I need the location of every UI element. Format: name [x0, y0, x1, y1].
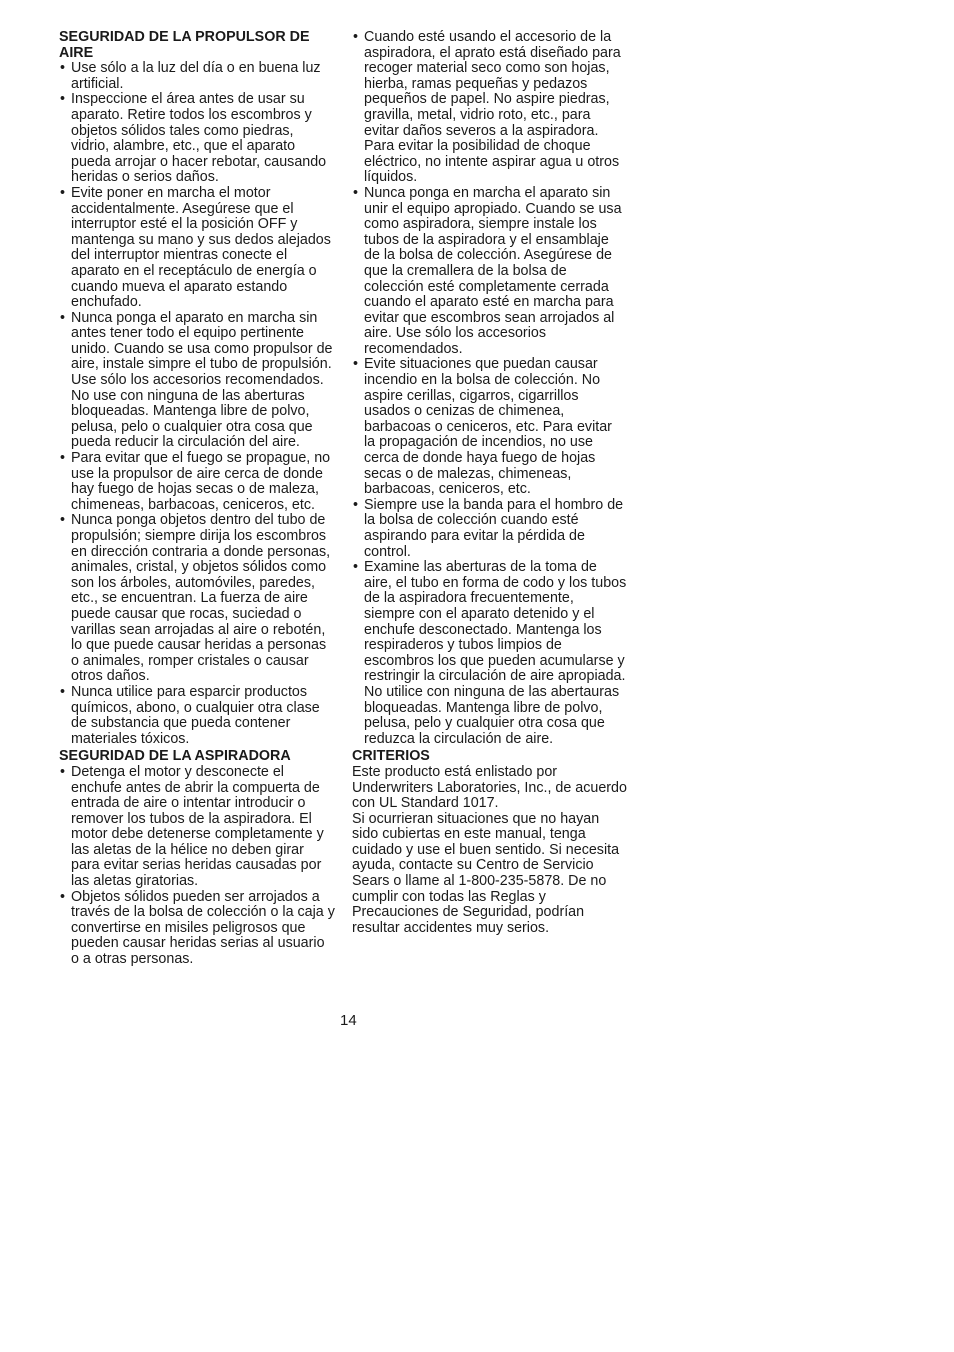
list-item: • Para evitar que el fuego se propague, no use la propulsor de aire cerca de donde hay fuego de hojas secas o de maleza, chimeneas, barbacoas, ceniceros, etc. [59, 451, 335, 513]
list-item: • Cuando esté usando el accesorio de la aspiradora, el aprato está diseñado para recoger material seco como son hojas, hierba, ramas pequeñas y pedazos pequeños de papel. No aspire piedras, gravilla, metal, vidrio roto, etc., para evitar daños severos a la aspiradora. Para evitar la posibilidad de choque eléctrico, no intente aspirar agua u otros líquidos. [352, 30, 627, 186]
list-item: • Detenga el motor y desconecte el enchufe antes de abrir la compuerta de entrada de aire o intentar introducir o remover los tubos de la aspiradora. El motor debe detenerse completamente y las aletas de la hélice no deben girar para evitar serias heridas causadas por las aletas giratorias. [59, 765, 335, 890]
list-item: • Siempre use la banda para el hombro de la bolsa de colección cuando esté aspirando para evitar la pérdida de control. [352, 498, 627, 560]
blower-safety-list [59, 61, 335, 747]
list-item: • Nunca utilice para esparcir productos químicos, abono, o cualquier otra clase de substancia que pueda contener materiales tóxicos. [59, 685, 335, 747]
criteria-paragraph-help: Si ocurrieran situaciones que no hayan sido cubiertas en este manual, tenga cuidado y use el buen sentido. Si necesita ayuda, contacte su Centro de Servicio Sears o llame al 1-800-235-5878. De no cumplir con todas las Reglas y Precauciones de Seguridad, podrían resultar accidentes muy serios. [352, 810, 620, 936]
list-item: • Nunca ponga objetos dentro del tubo de propulsión; siempre dirija los escombros en dirección contraria a donde personas, animales, cristal, y objetos sólidos como son los árboles, automóviles, paredes, etc., se encuentran. La fuerza de aire puede causar que rocas, suciedad o varillas sean arrojadas al aire o rebotén, lo que puede causar heridas a personas o animales, romper cristales o causar otros daños. [59, 513, 335, 685]
list-item: • Examine las aberturas de la toma de aire, el tubo en forma de codo y los tubos de la aspiradora frecuentemente, siempre con el aparato detenido y el enchufe desconectado. Mantenga los respiraderos y tubos limpios de escombros los que pueden acumularse y restringir la circulación de aire apropiada. No utilice con ninguna de las abertauras bloqueadas. Mantenga libre de polvo, pelusa, pelo y cualquier otra cosa que reduzca la circulación de aire. [352, 560, 627, 747]
list-item: • Nunca ponga el aparato en marcha sin antes tener todo el equipo pertinente unido. Cuando se usa como propulsor de aire, instale simpre el tubo de propulsión. Use sólo los accesorios recomendados. No use con ninguna de las aberturas bloqueadas. Mantenga libre de polvo, pelusa, pelo o cualquier otra cosa que pueda reducir la circulación del aire. [59, 311, 335, 451]
page-number: 14 [340, 1012, 357, 1029]
list-item: • Evite poner en marcha el motor accidentalmente. Asegúrese que el interruptor esté el la posición OFF y mantenga su mano y sus dedos alejados del interruptor mientras conecte el aparato en el receptáculo de energía o cuando mueva el aparato estando enchufado. [59, 186, 335, 311]
right-column [352, 30, 627, 936]
list-item: • Inspeccione el área antes de usar su aparato. Retire todos los escombros y objetos sólidos tales como piedras, vidrio, alambre, etc., que el aparato pueda arrojar o hacer rebotar, causando heridas o serios daños. [59, 92, 335, 186]
list-item: • Evite situaciones que puedan causar incendio en la bolsa de colección. No aspire cerillas, cigarros, cigarrillos usados o cenizas de chimenea, barbacoas o ceniceros, etc. Para evitar la propagación de incendios, no use cerca de donde haya fuego de hojas secas o de malezas, chimeneas, barbacoas, ceniceros, etc. [352, 357, 627, 497]
list-item: • Use sólo a la luz del día o en buena luz artificial. [59, 61, 335, 92]
section-heading-criteria: CRITERIOS [352, 748, 430, 765]
left-column [59, 30, 335, 968]
list-item: • Nunca ponga en marcha el aparato sin unir el equipo apropiado. Cuando se usa como aspiradora, siempre instale los tubos de la aspiradora y el ensamblaje de la bolsa de colección. Asegúrese de que la cremallera de la bolsa de colección esté completamente cerrada cuando el aparato esté en marcha para evitar que escombros sean arrojados al aire. Use sólo los accesorios recomendados. [352, 186, 627, 358]
vacuum-safety-list-continued [352, 30, 627, 747]
section-heading-blower-safety: SEGURIDAD DE LA PROPULSOR DE AIRE [59, 29, 310, 61]
criteria-paragraph-ul: Este producto está enlistado por Underwriters Laboratories, Inc., de acuerdo con UL Standard 1017. [352, 763, 627, 812]
section-heading-vacuum-safety: SEGURIDAD DE LA ASPIRADORA [59, 748, 291, 765]
list-item: • Objetos sólidos pueden ser arrojados a través de la bolsa de colección o la caja y convertirse en misiles peligrosos que pueden causar heridas serias al usuario o a otras personas. [59, 890, 335, 968]
vacuum-safety-list [59, 765, 335, 968]
